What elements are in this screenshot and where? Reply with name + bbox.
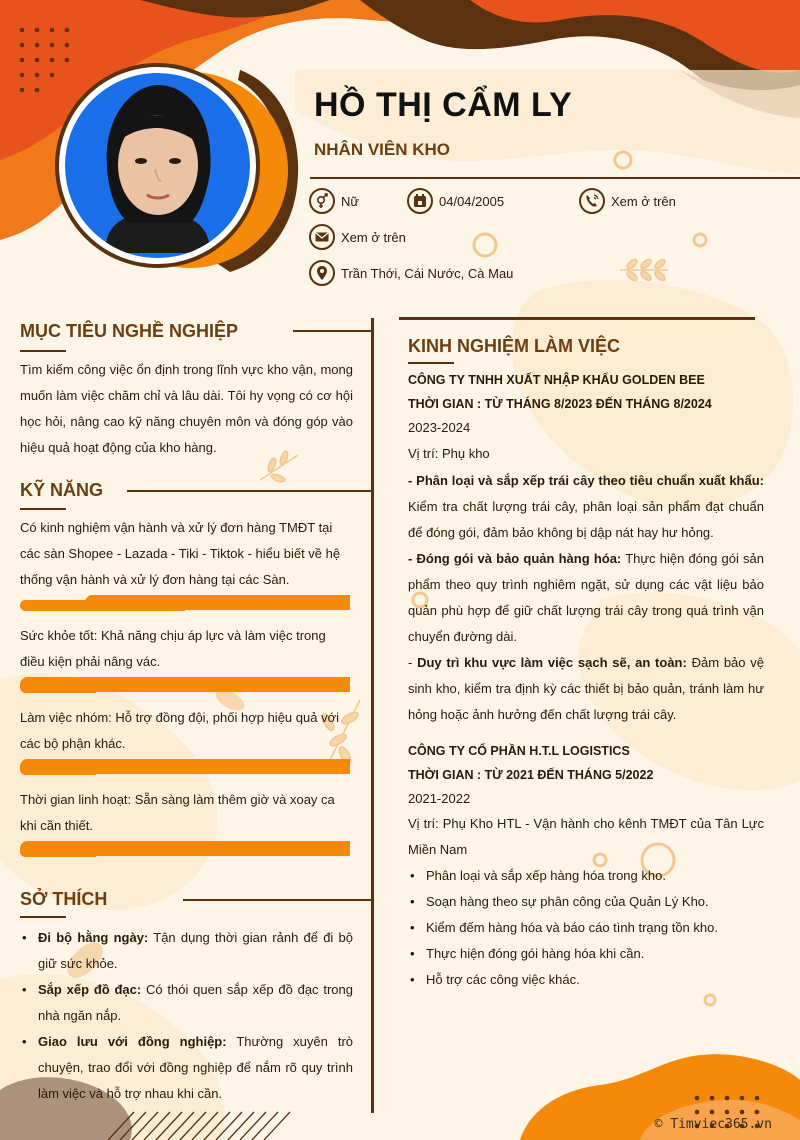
job-1-years: 2023-2024	[408, 420, 471, 435]
skill-bar-3	[20, 763, 350, 775]
objective-rule	[293, 330, 373, 332]
objective-title: MỤC TIÊU NGHỀ NGHIỆP	[20, 321, 239, 341]
job-2	[408, 739, 764, 993]
phone-value: Xem ở trên	[611, 193, 676, 209]
job-2-task: • Kiểm đếm hàng hóa và báo cáo tình trạng tồn kho.	[408, 915, 764, 941]
experience-top-rule	[399, 317, 755, 320]
job-2-task: • Phân loại và sắp xếp hàng hóa trong kho.	[408, 863, 764, 889]
profile-photo	[55, 63, 260, 268]
hobbies-underline	[20, 916, 66, 918]
job-1-position: Vị trí: Phụ kho	[408, 446, 490, 461]
contact-birthdate	[407, 188, 504, 214]
skill-level-cap	[20, 677, 350, 692]
skill-level-cap	[20, 841, 350, 856]
hobbies-title: SỞ THÍCH	[20, 889, 108, 909]
gender-value: Nữ	[341, 193, 360, 209]
skills-rule	[127, 490, 373, 492]
profile-photo-image	[65, 73, 250, 258]
skill-bar-2	[20, 681, 350, 693]
skills-underline	[20, 508, 66, 510]
skill-level-cap	[85, 595, 350, 610]
job-1-duty-3: - Duy trì khu vực làm việc sạch sẽ, an toàn: Đảm bảo vệ sinh kho, kiểm tra định kỳ các thiết bị bảo quản, tránh làm hư hỏng hoặc ảnh hưởng đến chất lượng trái cây.	[408, 655, 764, 722]
hobby-item: • Giao lưu với đồng nghiệp: Thường xuyên trò chuyện, trao đổi với đồng nghiệp để nắm rõ quy trình làm việc và hỗ trợ nhau khi cần.	[20, 1029, 353, 1107]
job-2-task-list	[408, 863, 764, 993]
job-2-task: • Soạn hàng theo sự phân công của Quản Lý Kho.	[408, 889, 764, 915]
job-2-task: • Hỗ trợ các công việc khác.	[408, 967, 764, 993]
skill-item-3: Làm việc nhóm: Hỗ trợ đồng đội, phối hợp hiệu quả với các bộ phận khác.	[20, 710, 339, 751]
skill-item-4: Thời gian linh hoạt: Sẵn sàng làm thêm giờ và xoay ca khi cần thiết.	[20, 792, 335, 833]
address-value: Trần Thới, Cái Nước, Cà Mau	[341, 265, 514, 281]
job-2-period: THỜI GIAN : TỪ 2021 ĐẾN THÁNG 5/2022	[408, 768, 654, 782]
skill-level-cap	[20, 759, 350, 774]
job-2-company: CÔNG TY CỔ PHẦN H.T.L LOGISTICS	[408, 744, 630, 758]
job-2-position: Vị trí: Phụ Kho HTL - Vận hành cho kênh TMĐT của Tân Lực Miền Nam	[408, 816, 764, 857]
skills-title: KỸ NĂNG	[20, 480, 104, 500]
contact-gender	[309, 188, 359, 214]
hobby-item: • Sắp xếp đồ đạc: Có thói quen sắp xếp đồ đạc trong nhà ngăn nắp.	[20, 977, 353, 1029]
job-1-duty-2: - Đóng gói và bảo quản hàng hóa: Thực hiện đóng gói sản phẩm theo quy trình nghiêm ngặt, sử dụng các vật liệu bảo quản phù hợp để giữ chất lượng trái cây trong quá trình vận chuyển đường dài.	[408, 551, 764, 644]
job-1-period: THỜI GIAN : TỪ THÁNG 8/2023 ĐẾN THÁNG 8/2024	[408, 397, 712, 411]
hobbies-rule	[183, 899, 373, 901]
birthdate-value: 04/04/2005	[439, 193, 505, 209]
email-value: Xem ở trên	[341, 229, 406, 245]
contact-phone	[579, 188, 676, 214]
location-icon	[309, 260, 335, 286]
job-1-company: CÔNG TY TNHH XUẤT NHẬP KHẨU GOLDEN BEE	[408, 373, 705, 387]
job-1-duty-1: - Phân loại và sắp xếp trái cây theo tiêu chuẩn xuất khẩu: Kiểm tra chất lượng trái cây, phân loại sản phẩm đạt chuẩn để đóng gói, đảm bảo không bị dập nát hay hư hỏng.	[408, 473, 764, 540]
skill-item-1: Có kinh nghiệm vận hành và xử lý đơn hàng TMĐT tại các sàn Shopee - Lazada - Tiki - Tiktok - hiểu biết về hệ thống vận hành và xử lý đơn hàng tại các Sàn.	[20, 520, 341, 587]
experience-title: KINH NGHIỆM LÀM VIỆC	[408, 336, 621, 356]
hobbies-list	[20, 925, 353, 1107]
objective-underline	[20, 350, 66, 352]
header-divider	[310, 177, 800, 179]
job-2-years: 2021-2022	[408, 791, 471, 806]
phone-icon	[579, 188, 605, 214]
skill-bar-1	[20, 599, 350, 611]
objective-text: Tìm kiếm công việc ổn định trong lĩnh vực kho vận, mong muốn làm việc chăm chỉ và lâu dài. Tôi hy vọng có cơ hội học hỏi, nâng cao kỹ năng chuyên môn và đóng góp vào hiệu quả hoạt động của kho hàng.	[20, 362, 353, 455]
watermark: © Timviec365.vn	[654, 1117, 772, 1132]
email-icon	[309, 224, 335, 250]
skill-item-2: Sức khỏe tốt: Khả năng chịu áp lực và làm việc trong điều kiện phải nâng vác.	[20, 628, 326, 669]
candidate-name: HỒ THỊ CẨM LY	[314, 86, 573, 124]
job-1	[408, 368, 764, 728]
hobby-item: • Đi bộ hằng ngày: Tận dụng thời gian rảnh để đi bộ giữ sức khỏe.	[20, 925, 353, 977]
gender-icon	[309, 188, 335, 214]
skill-bar-4	[20, 845, 350, 857]
experience-underline	[408, 362, 454, 364]
job-title: NHÂN VIÊN KHO	[314, 140, 451, 159]
calendar-icon	[407, 188, 433, 214]
column-divider	[371, 318, 374, 1113]
contact-address	[309, 260, 513, 286]
contact-email	[309, 224, 406, 250]
job-2-task: • Thực hiện đóng gói hàng hóa khi cần.	[408, 941, 764, 967]
